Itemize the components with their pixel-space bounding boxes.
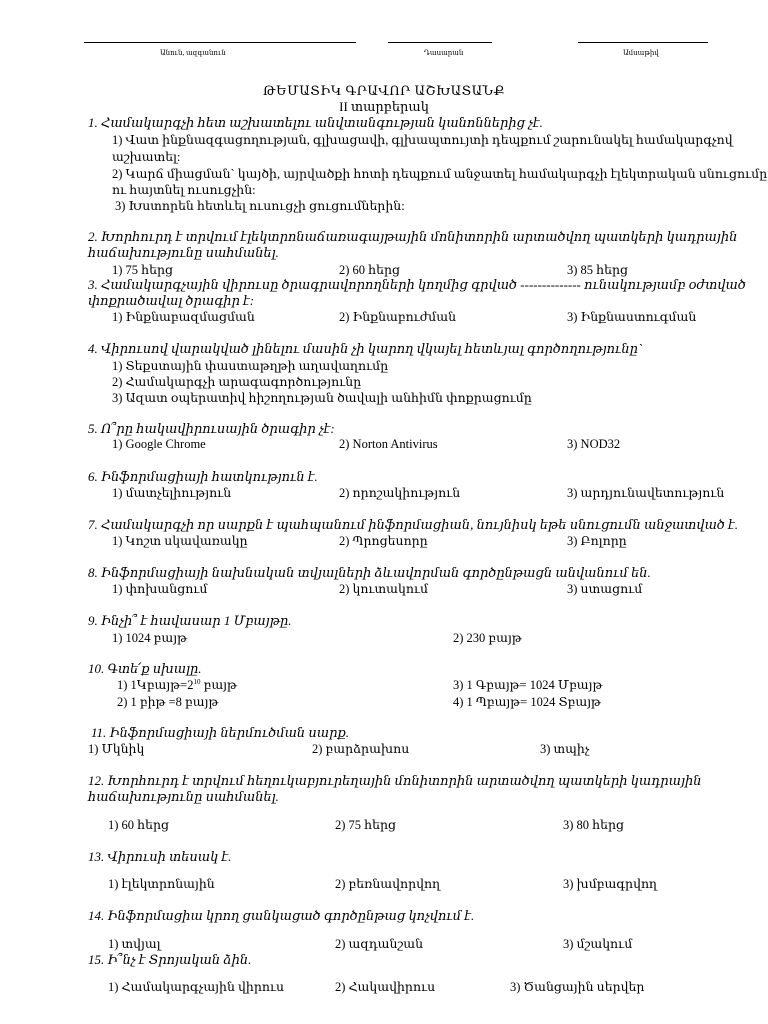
q6-option-2: 2) որոշակիություն [339, 486, 461, 500]
question-5: 5. Ո՞րը հակավիրուսային ծրագիր չէ: [88, 421, 335, 436]
name-line [84, 42, 356, 43]
q11-option-3: 3) տպիչ [540, 742, 590, 756]
q2-option-2: 2) 60 հերց [339, 263, 401, 277]
class-line [388, 42, 492, 43]
question-2: 2. Խորհուրդ է տրվում էլեկտրոնաճառագայթային մոնիտորին արտածվող պատկերի կադրային [88, 229, 738, 244]
question-11: 11. Ինֆորմացիայի ներմուծման սարք. [91, 725, 350, 740]
q13-option-2: 2) բեռնավորվող [335, 877, 441, 891]
q8-option-2: 2) կուտակում [339, 582, 429, 596]
q7-option-2: 2) Պրոցեսորը [339, 534, 428, 548]
q1-option-2-cont: ու հայտնել ուսուցչին: [112, 183, 256, 197]
q10-option-2: 2) 1 բիթ =8 բայթ [117, 695, 219, 709]
question-14: 14. Ինֆորմացիա կրող ցանկացած գործընթաց կոչվում է. [88, 908, 475, 923]
q9-option-1: 1) 1024 բայթ [112, 631, 187, 645]
q10-option-1-base: 1) 1Կբայթ=2 [117, 678, 194, 692]
q10-option-1 [117, 677, 237, 693]
q14-option-1: 1) տվյալ [108, 937, 161, 951]
q7-option-3: 3) Բոլորը [567, 534, 627, 548]
q12-option-3: 3) 80 հերց [563, 818, 625, 832]
q7-option-1: 1) Կոշտ սկավառակը [112, 534, 248, 548]
q5-option-2: 2) Norton Antivirus [339, 437, 438, 451]
question-12-cont: հաճախությունը սահմանել. [88, 789, 279, 804]
question-1: 1. Համակարգչի հետ աշխատելու անվտանգության կանոններից չէ. [88, 115, 543, 130]
date-label: Ամսաթիվ [623, 49, 659, 57]
q4-option-1: 1) Տեքստային փաստաթղթի աղավաղումը [112, 359, 389, 373]
q3-option-2: 2) Ինքնաբուժման [339, 310, 457, 324]
q11-option-1: 1) Մկնիկ [88, 742, 145, 756]
q14-option-3: 3) մշակում [563, 937, 633, 951]
variant-label: II տարբերակ [339, 99, 429, 114]
question-9: 9. Ինչի՞ է հավասար 1 Մբայթը. [88, 613, 292, 628]
question-13: 13. Վիրուսի տեսակ է. [88, 849, 232, 864]
q4-option-2: 2) Համակարգչի արագագործությունը [112, 375, 362, 389]
q1-option-1-cont: աշխատել: [112, 150, 181, 164]
question-6: 6. Ինֆորմացիայի հատկություն է. [88, 469, 318, 484]
page-title: ԹԵՄԱՏԻԿ ԳՐԱՎՈՐ ԱՇԽԱՏԱՆՔ [263, 83, 505, 98]
q10-option-1-unit: բայթ [200, 678, 237, 692]
q13-option-1: 1) էլեկտրոնային [108, 877, 215, 891]
q12-option-2: 2) 75 հերց [335, 818, 397, 832]
q8-option-3: 3) ստացում [567, 582, 643, 596]
question-3: 3. Համակարգչային վիրուսը ծրագրավորողների կողմից գրված -------------- ունակությամբ օժտված [88, 277, 746, 292]
question-2-cont: հաճախությունը սահմանել. [88, 245, 279, 260]
name-label: Անուն, ազգանուն [160, 49, 226, 57]
q5-option-1: 1) Google Chrome [112, 437, 206, 451]
q10-option-1-exponent: 10 [193, 677, 201, 686]
q13-option-3: 3) խմբագրվող [563, 877, 658, 891]
q15-option-2: 2) Հակավիրուս [335, 980, 436, 994]
q15-option-3: 3) Ծանցային սերվեր [510, 980, 645, 994]
q11-option-2: 2) բարձրախոս [312, 742, 410, 756]
q1-option-1: 1) Վատ ինքնազգացողության, գլխացավի, գլխապտույտի դեպքում շարունակել համակարգչով [112, 133, 733, 147]
question-15: 15. Ի՞նչ է Տրոյական ձին. [88, 952, 252, 967]
q3-option-3: 3) Ինքնաստուգման [567, 310, 697, 324]
q8-option-1: 1) փոխանցում [112, 582, 208, 596]
question-8: 8. Ինֆորմացիայի նախնական տվյալների ձևավորման գործընթացն անվանում են. [88, 565, 651, 580]
q10-option-4: 4) 1 Պբայթ= 1024 Տբայթ [453, 695, 601, 709]
question-4: 4. Վիրուսով վարակված լինելու մասին չի կարող վկայել հետևյալ գործողությունը` [88, 341, 643, 356]
q6-option-1: 1) մատչելիություն [112, 486, 232, 500]
q3-option-1: 1) Ինքնաբազմացման [112, 310, 255, 324]
date-line [578, 42, 708, 43]
q12-option-1: 1) 60 հերց [108, 818, 170, 832]
q10-option-3: 3) 1 Գբայթ= 1024 Մբայթ [453, 678, 603, 692]
q1-option-2: 2) Կարճ միացման` կայծի, այրվածքի հոտի դեպքում անջատել համակարգչի էլեկտրական սնուցումը [112, 167, 768, 181]
question-7: 7. Համակարգչի որ սարքն է պահպանում ինֆորմացիան, նույնիսկ եթե սնուցումն անջատված է. [88, 517, 739, 532]
question-12: 12. Խորհուրդ է տրվում հեղուկաբյուրեղային մոնիտորին արտածվող պատկերի կադրային [88, 773, 702, 788]
q2-option-3: 3) 85 հերց [567, 263, 629, 277]
q9-option-2: 2) 230 բայթ [453, 631, 522, 645]
question-10: 10. Գտե՛ք սխալը. [88, 661, 202, 676]
class-label: Դասարան [424, 49, 464, 57]
q5-option-3: 3) NOD32 [567, 437, 621, 451]
q4-option-3: 3) Ազատ օպերատիվ հիշողության ծավալի անհիմն փոքրացումը [112, 391, 532, 405]
q1-option-3: 3) Խստորեն հետևել ուսուցչի ցուցումներին: [115, 199, 405, 213]
q15-option-1: 1) Համակարգչային վիրուս [108, 980, 285, 994]
q2-option-1: 1) 75 հերց [112, 263, 174, 277]
q6-option-3: 3) արդյունավետություն [567, 486, 725, 500]
question-3-cont: փոքրածավալ ծրագիր է: [88, 293, 255, 308]
q14-option-2: 2) ազդանշան [335, 937, 424, 951]
